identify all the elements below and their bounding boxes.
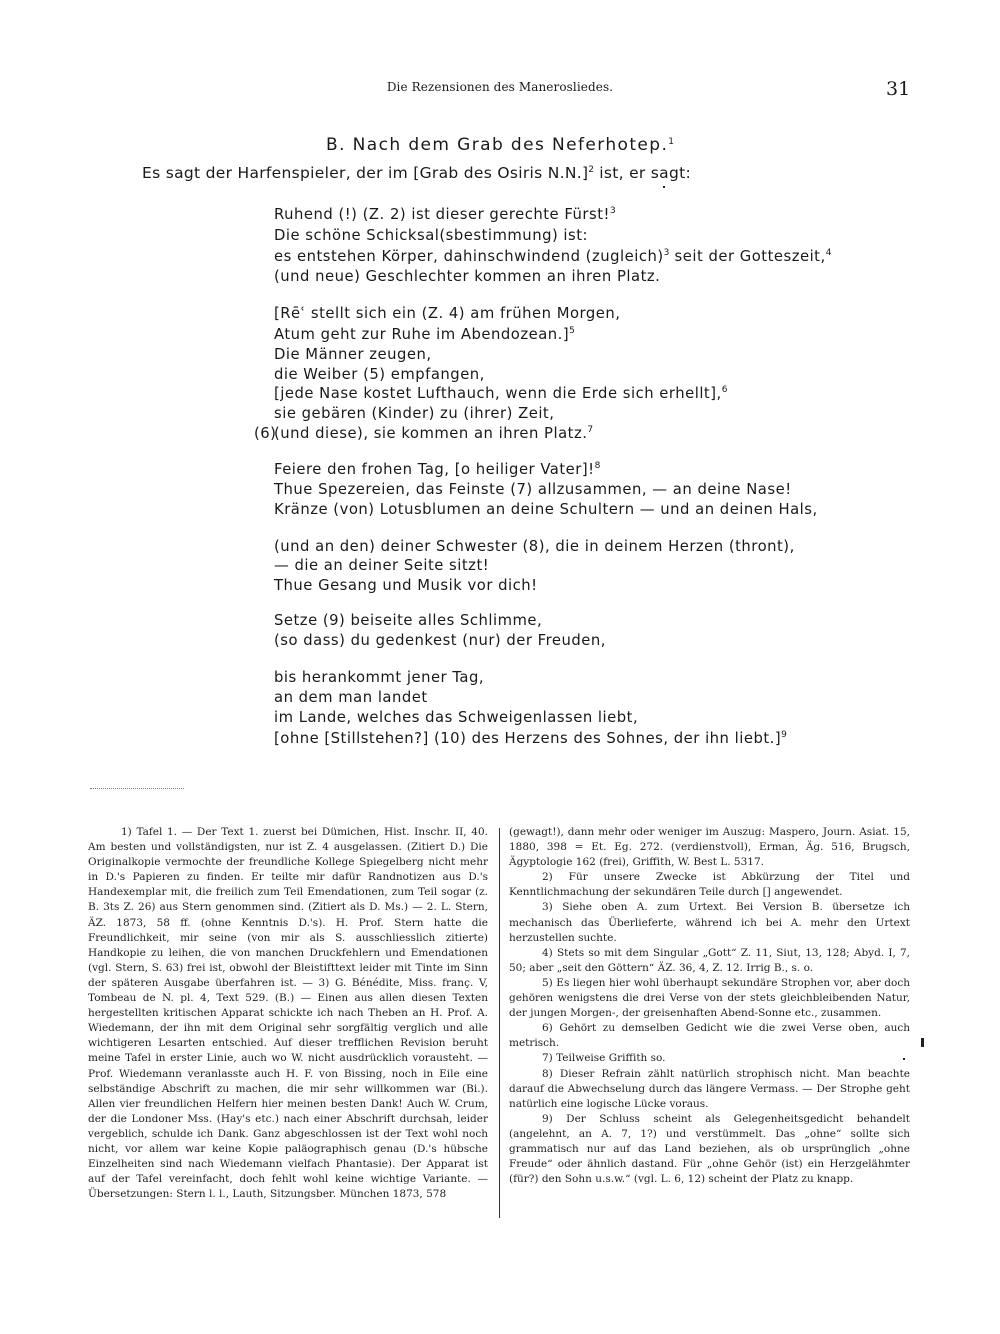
footnote-3: 3) Siehe oben A. zum Urtext. Bei Version B. übersetze ich mechanisch das Überlieferte, während ich bei A. mehr den Urtext herzustellen suchte. [509, 901, 910, 944]
footnote-ref: 3 [663, 248, 670, 258]
verse-text: Setze (9) beiseite alles Schlimme, [274, 612, 543, 629]
footnote-ref: 2 [588, 165, 595, 175]
verse-text: (und neue) Geschlechter kommen an ihren Platz. [274, 268, 661, 285]
footnote-2: 2) Für unsere Zwecke ist Abkürzung der Titel und Kenntlichmachung der sekundären Teile durch [] angewendet. [509, 871, 910, 899]
footnotes-right-column [509, 825, 910, 1187]
verse-line [274, 669, 484, 686]
verse-text: Feiere den frohen Tag, [o heiliger Vater]! [274, 461, 595, 478]
intro-text: Es sagt der Harfenspieler, der im [Grab des Osiris N.N.] [142, 164, 589, 182]
section-heading [0, 135, 1000, 155]
verse-text: an dem man landet [274, 689, 428, 706]
intro-line [142, 164, 691, 182]
verse-text: (so dass) du gedenkest (nur) der Freuden, [274, 632, 606, 649]
verse-line [274, 248, 831, 265]
verse-line [274, 481, 792, 498]
verse-line [274, 709, 638, 726]
verse-line [274, 689, 428, 706]
section-heading-text: B. Nach dem Grab des Neferhotep. [326, 135, 669, 155]
verse-text: (und an den) deiner Schwester (8), die in deinem Herzen (thront), [274, 538, 795, 555]
footnote-5: 5) Es liegen hier wohl überhaupt sekundäre Strophen vor, aber doch gehören wenigstens die drei Verse von der stets gleichbleibenden Natur, der jungen Morgen-, der greisenhaften Abend-Sonne etc., zusammen. [509, 976, 910, 1020]
verse-line [274, 425, 593, 442]
verse-text: Die schöne Schicksal(sbestimmung) ist: [274, 227, 589, 244]
footnote-9: 9) Der Schluss scheint als Gelegenheitsgedicht behandelt (angelehnt, an A. 7, 1?) und verstümmelt. Das „ohne“ sollte sich grammatisch nur auf das Land beziehen, als ob ursprünglich „ohne Freude“ oder ähnlich dastand. Für „ohne Gehör (ist) ein Herzgelähmter (für?) den Sohn u.s.w.“ (vgl. L. 6, 12) scheint der Platz zu knapp. [509, 1112, 910, 1186]
verse-line [274, 501, 818, 518]
verse-text: sie gebären (Kinder) zu (ihrer) Zeit, [274, 405, 555, 422]
footnote-1: 1) Tafel 1. — Der Text 1. zuerst bei Dümichen, Hist. Inschr. II, 40. Am besten und vollständigsten, nur ist Z. 4 ausgelassen. (Zitiert D.) Die Originalkopie vermochte der freundliche Kollege Spiegelberg nicht mehr in D.'s Papieren zu finden. Er teilte mir dafür Randnotizen aus D.'s Handexemplar mit, die freilich zum Teil Emendationen, zum Teil sogar (z. B. 3ts Z. 26) aus Stern genommen sind. (Zitiert als D. Ms.) — 2. L. Stern, ÄZ. 1873, 58 ff. (ohne Kenntnis D.'s). H. Prof. Stern hatte die Freundlichkeit, mir seine (von mir als S. ausschliesslich zitierte) Handkopie zu leihen, die von manchen Druckfehlern und Emendationen (vgl. Stern, S. 63) frei ist, obwohl der Bleistifttext leider mit Tinte im Sinn der späteren Ausgabe überfahren ist. — 3) G. Bénédite, Miss. franç. V, Tombeau de N. pl. 4, Text 529. (B.) — Einen aus allen diesen Texten hergestellten kritischen Apparat schickte ich nach Theben an H. Prof. A. Wiedemann, der ihn mit dem Original sehr sorgfältig verglich und alle wichtigeren Lesarten entschied. Auf dieser trefflichen Revision beruht meine Tafel in erster Linie, auch wo W. nicht ausdrücklich vorausteht. — Prof. Wiedemann veranlasste auch H. F. von Bissing, noch in Eile eine selbständige Abschrift zu machen, die mir sehr willkommen war (Bi.). Allen vier freundlichen Helfern hier meinen besten Dank! Auch W. Crum, der die Londoner Mss. (Hay's etc.) nach einer Abschrift durchsah, leider vergeblich, schulde ich Dank. Ganz abgeschlossen ist der Text wohl noch nicht, vor allem war keine Kopie paläographisch genau (D.'s hübsche Einzelheiten sind nach Wiedemann vielfach Phantasie). Der Apparat ist auf der Tafel vereinfacht, doch fehlt wohl keine wichtige Variante. — Übersetzungen: Stern l. l., Lauth, Sitzungsber. München 1873, 578 [88, 826, 488, 1201]
page-number: 31 [886, 78, 911, 100]
verse-line [274, 730, 787, 747]
verse-text: Kränze (von) Lotusblumen an deine Schultern — und an deinen Hals, [274, 501, 818, 518]
verse-text: die Weiber (5) empfangen, [274, 366, 485, 383]
footnote-ref: 6 [721, 385, 728, 395]
verse-text: [jede Nase kostet Lufthauch, wenn die Erde sich erhellt], [274, 385, 722, 402]
verse-line [274, 632, 606, 649]
verse-text: — die an deiner Seite sitzt! [274, 557, 490, 574]
footnote-ref: 1 [668, 137, 674, 147]
ink-speck [921, 1038, 924, 1047]
verse-line [274, 227, 588, 244]
ink-speck [903, 1058, 905, 1060]
running-head: Die Rezensionen des Manerosliedes. [386, 80, 614, 94]
column-divider [499, 828, 500, 1218]
footnote-ref: 5 [569, 326, 575, 336]
verse-line [274, 346, 432, 363]
footnote-1-continued: (gewagt!), dann mehr oder weniger im Auszug: Maspero, Journ. Asiat. 15, 1880, 398 = Et. Eg. 272. (verdienstvoll), Erman, Äg. 516, Brugsch, Ägyptologie 162 (frei), Griffith, W. Best L. 5317. [509, 826, 910, 869]
verse-text: Die Männer zeugen, [274, 346, 432, 363]
footnote-ref: 4 [825, 248, 832, 258]
verse-line [274, 268, 660, 285]
verse-text: bis herankommt jener Tag, [274, 669, 485, 686]
verse-text: Ruhend (!) (Z. 2) ist dieser gerechte Fürst! [274, 206, 610, 223]
verse-line [274, 612, 542, 629]
verse-line [274, 366, 485, 383]
verse-text: Atum geht zur Ruhe im Abendozean.] [274, 326, 570, 343]
footnote-ref: 9 [781, 730, 787, 740]
footnotes-left-column [88, 825, 488, 1202]
footnote-ref: 7 [587, 425, 594, 435]
verse-line [274, 305, 620, 322]
verse-line [274, 405, 554, 422]
verse-text: (und diese), sie kommen an ihren Platz. [274, 425, 588, 442]
verse-line [274, 385, 727, 402]
verse-text: im Lande, welches das Schweigenlassen liebt, [274, 709, 639, 726]
verse-text: seit der Gotteszeit, [669, 248, 826, 265]
verse-text: [ohne [Stillstehen?] (10) des Herzens des Sohnes, der ihn liebt.] [274, 730, 782, 747]
verse-text: es entstehen Körper, dahinschwindend (zugleich) [274, 248, 664, 265]
verse-line [274, 577, 538, 594]
footnote-7: 7) Teilweise Griffith so. [542, 1052, 666, 1065]
footnote-6: 6) Gehört zu demselben Gedicht wie die zwei Verse oben, auch metrisch. [509, 1022, 910, 1050]
verse-line [274, 461, 600, 478]
footnote-separator [90, 788, 184, 789]
verse-text: [Rēʿ stellt sich ein (Z. 4) am frühen Morgen, [274, 305, 621, 322]
verse-line [274, 538, 795, 555]
verse-line [274, 326, 575, 343]
verse-line-number: (6) [254, 425, 277, 442]
ink-speck [663, 186, 665, 188]
verse-text: Thue Spezereien, das Feinste (7) allzusammen, — an deine Nase! [274, 481, 792, 498]
footnote-ref: 8 [594, 461, 601, 471]
verse-text: Thue Gesang und Musik vor dich! [274, 577, 538, 594]
footnote-8: 8) Dieser Refrain zählt natürlich strophisch nicht. Man beachte darauf die Abwechselung durch das längere Vermass. — Der Strophe geht natürlich eine logische Lücke voraus. [509, 1067, 910, 1110]
verse-line [274, 557, 489, 574]
intro-text-end: ist, er sagt: [594, 164, 692, 182]
footnote-4: 4) Stets so mit dem Singular „Gott“ Z. 11, Siut, 13, 128; Abyd. I, 7, 50; aber „seit den Göttern“ ÄZ. 36, 4, Z. 12. Irrig B., s. o. [509, 946, 910, 974]
footnote-ref: 3 [609, 206, 616, 216]
verse-line [274, 206, 616, 223]
